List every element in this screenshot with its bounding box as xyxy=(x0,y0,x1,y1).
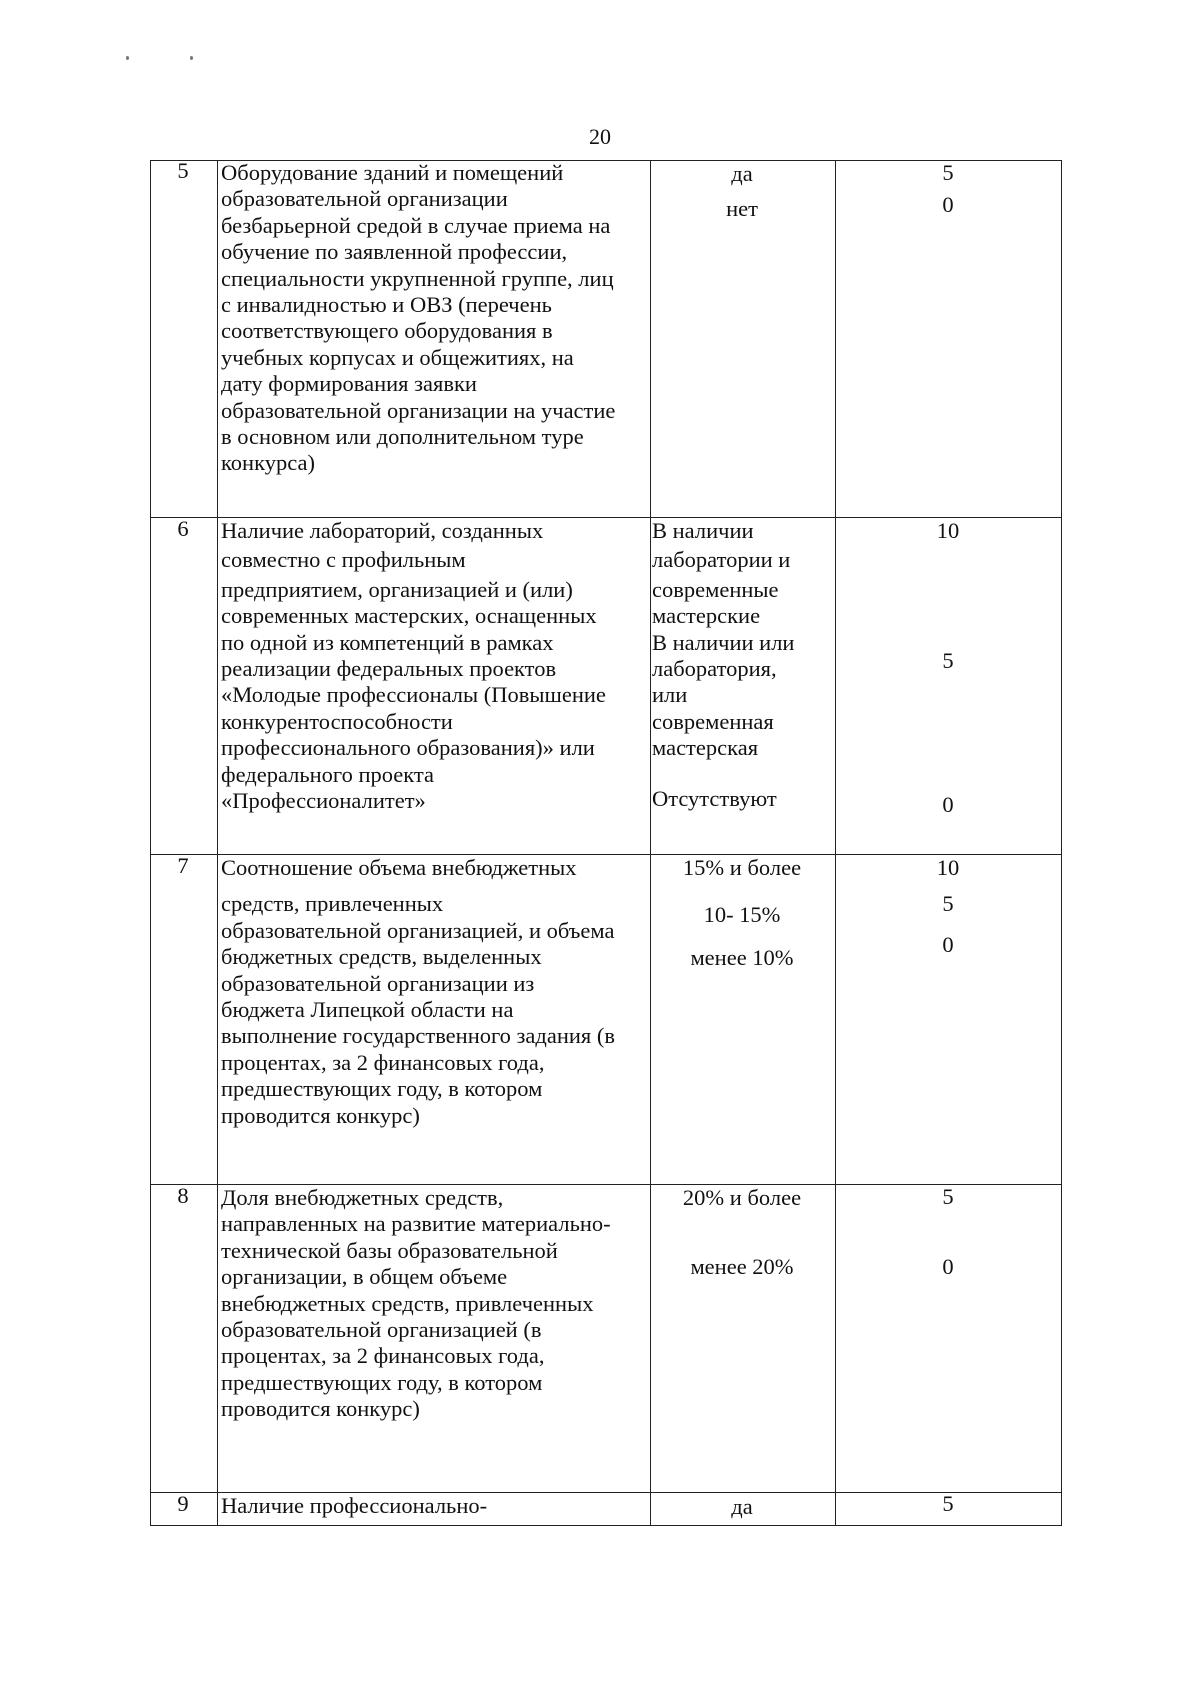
row-number: 7 xyxy=(177,853,189,878)
row-number: 6 xyxy=(177,516,189,541)
score-value: 5 xyxy=(942,1184,954,1209)
score-value: 5 xyxy=(942,648,954,673)
col-divider-criterion xyxy=(650,160,651,1526)
value-text: менее 10% xyxy=(690,945,794,970)
score-value: 10 xyxy=(936,855,960,880)
score-value: 5 xyxy=(942,891,954,916)
row-number: 9 xyxy=(177,1491,189,1516)
score-value: 0 xyxy=(942,1254,954,1279)
score-value: 0 xyxy=(942,792,954,817)
score-value: 0 xyxy=(942,192,954,217)
value-text: нет xyxy=(726,196,758,221)
value-text: менее 20% xyxy=(690,1254,794,1279)
value-text: 15% и более xyxy=(682,855,802,880)
value-text: 20% и более xyxy=(682,1185,802,1210)
value-text: да xyxy=(731,1494,753,1519)
row-number: 5 xyxy=(177,158,189,183)
value-text: 10- 15% xyxy=(703,902,781,927)
criterion-text: Доля внебюджетных средств, направленных на развитие материально- технической базы образовательной организации, в общем объеме внебюджетных средств, привлеченных образовательной организацией (в процентах, за 2 финансовых года, предшествующих году, в котором проводится конкурс) xyxy=(221,1185,611,1422)
col-divider-num xyxy=(217,160,218,1526)
scan-speck-2 xyxy=(190,56,193,60)
value-text: В наличии лаборатории и современные мастерские В наличии или лаборатория, или современная мастерская xyxy=(652,518,795,761)
criterion-text: Оборудование зданий и помещений образовательной организации безбарьерной средой в случае приема на обучение по заявленной профессии, специальности укрупненной группе, лиц с инвалидностью и ОВЗ (перечень соответствующего оборудования в учебных корпусах и общежитиях, на дату формирования заявки образовательной организации на участие в основном или дополнительном туре конкурса) xyxy=(221,160,616,476)
col-divider-value xyxy=(835,160,836,1526)
score-value: 5 xyxy=(942,160,954,185)
value-text: да xyxy=(731,161,753,186)
criterion-text: Наличие лабораторий, созданных совместно с профильным предприятием, организацией и (или) современных мастерских, оснащенных по одной из компетенций в рамках реализации федеральных проектов «Молодые профессионалы (Повышение конкурентоспособности профессионального образования)» или федерального проекта «Профессионалитет» xyxy=(221,518,606,814)
score-value: 10 xyxy=(936,518,960,543)
score-value: 5 xyxy=(942,1491,954,1516)
scan-speck-1 xyxy=(126,56,129,60)
col-divider-right xyxy=(1061,160,1062,1526)
col-divider-left xyxy=(150,160,151,1526)
score-value: 0 xyxy=(942,932,954,957)
page-number: 20 xyxy=(589,124,611,149)
value-text: Отсутствуют xyxy=(652,786,777,811)
criterion-text: Наличие профессионально- xyxy=(221,1493,488,1518)
row-divider-bottom xyxy=(150,1525,1062,1526)
row-number: 8 xyxy=(177,1183,189,1208)
criterion-text: Соотношение объема внебюджетных средств, привлеченных образовательной организацией, и объема бюджетных средств, выделенных образовательной организации из бюджета Липецкой области на выполнение государственного задания (в процентах, за 2 финансовых года, предшествующих году, в котором проводится конкурс) xyxy=(221,855,616,1128)
